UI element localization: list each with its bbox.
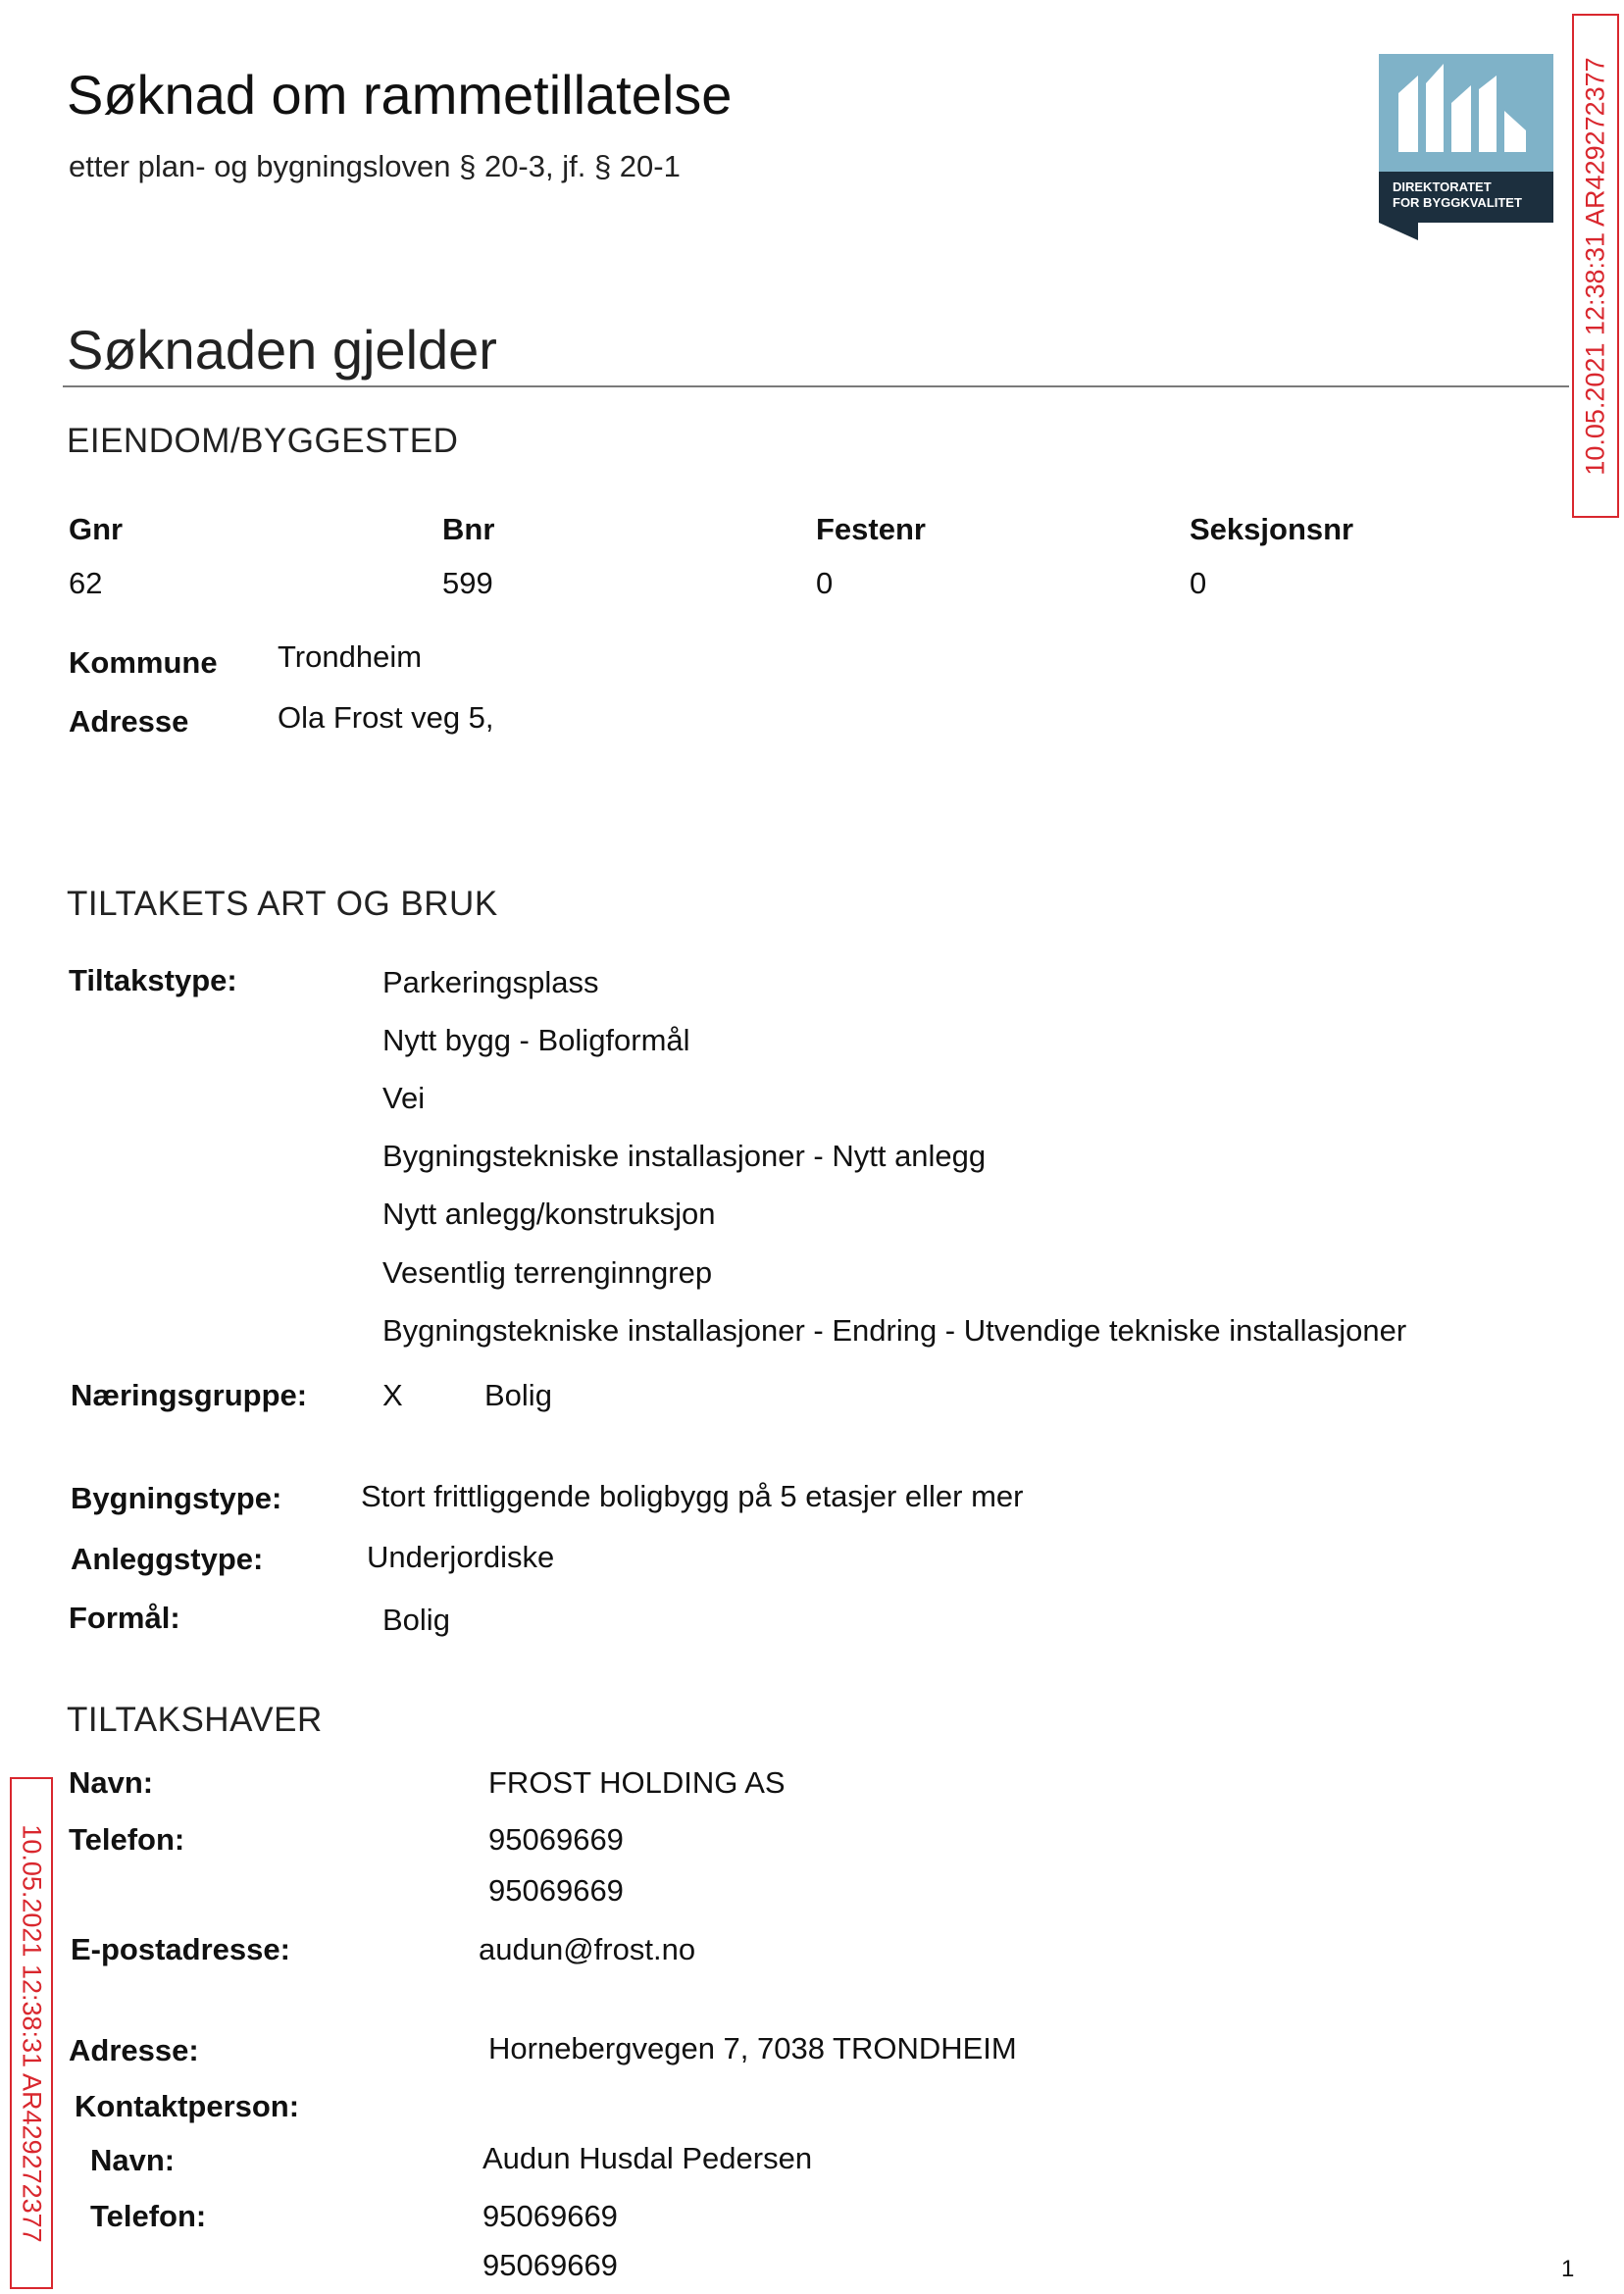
tiltakstype-item: Bygningstekniske installasjoner - Nytt anlegg <box>382 1139 987 1173</box>
tiltakshaver-epost-value: audun@frost.no <box>479 1932 696 1966</box>
dibk-logo <box>1379 54 1553 240</box>
received-stamp-left: 10.05.2021 12:38:31 AR429272377 <box>10 1777 53 2289</box>
section-title: Søknaden gjelder <box>67 319 497 381</box>
tiltakshaver-telefon-value: 95069669 <box>488 1822 624 1857</box>
gnr-label: Gnr <box>69 512 124 546</box>
anleggstype-value: Underjordiske <box>367 1540 555 1574</box>
seksjonsnr-label: Seksjonsnr <box>1190 512 1354 546</box>
tiltakstype-item: Nytt anlegg/konstruksjon <box>382 1197 716 1231</box>
kommune-value: Trondheim <box>278 639 423 674</box>
tiltakshaver-telefon-label: Telefon: <box>69 1822 185 1857</box>
adresse-label: Adresse <box>69 704 189 739</box>
naeringsgruppe-code: X <box>382 1378 403 1412</box>
formal-label: Formål: <box>69 1601 180 1635</box>
naeringsgruppe-value: Bolig <box>484 1378 552 1412</box>
tiltakshaver-heading: TILTAKSHAVER <box>67 1701 323 1739</box>
adresse-value: Ola Frost veg 5, <box>278 700 494 735</box>
bygningstype-value: Stort frittliggende boligbygg på 5 etasjer eller mer <box>361 1479 1024 1513</box>
tiltakstype-item: Parkeringsplass <box>382 965 599 999</box>
eiendom-heading: EIENDOM/BYGGESTED <box>67 422 459 460</box>
kontaktperson-telefon-label: Telefon: <box>90 2199 207 2233</box>
tiltakshaver-navn-value: FROST HOLDING AS <box>488 1765 786 1800</box>
tiltakshaver-adresse-value: Hornebergvegen 7, 7038 TRONDHEIM <box>488 2031 1017 2065</box>
tiltakstype-item: Bygningstekniske installasjoner - Endring - Utvendige tekniske installasjoner <box>382 1313 1407 1348</box>
received-stamp-right: 10.05.2021 12:38:31 AR429272377 <box>1572 14 1619 518</box>
document-title: Søknad om rammetillatelse <box>67 64 733 126</box>
page-number: 1 <box>1561 2256 1575 2282</box>
section-rule <box>63 385 1569 387</box>
tiltakstype-item: Vesentlig terrenginngrep <box>382 1255 713 1290</box>
kommune-label: Kommune <box>69 645 218 680</box>
tiltak-heading: TILTAKETS ART OG BRUK <box>67 885 498 923</box>
kontaktperson-telefon-value: 95069669 <box>482 2199 618 2233</box>
kontaktperson-label: Kontaktperson: <box>75 2089 300 2123</box>
bnr-label: Bnr <box>442 512 495 546</box>
seksjonsnr-value: 0 <box>1190 566 1207 600</box>
logo-line1: DIREKTORATET <box>1393 179 1492 194</box>
kontaktperson-telefon-value: 95069669 <box>482 2248 618 2282</box>
festenr-label: Festenr <box>816 512 926 546</box>
gnr-value: 62 <box>69 566 103 600</box>
kontaktperson-navn-label: Navn: <box>90 2143 176 2177</box>
anleggstype-label: Anleggstype: <box>71 1542 264 1576</box>
tiltakshaver-navn-label: Navn: <box>69 1765 154 1800</box>
document-subtitle: etter plan- og bygningsloven § 20-3, jf. § 20-1 <box>69 149 681 183</box>
festenr-value: 0 <box>816 566 834 600</box>
tiltakshaver-telefon-value: 95069669 <box>488 1873 624 1908</box>
tiltakstype-item: Vei <box>382 1081 426 1115</box>
formal-value: Bolig <box>382 1603 450 1637</box>
tiltakstype-label: Tiltakstype: <box>69 963 237 997</box>
bygningstype-label: Bygningstype: <box>71 1481 282 1515</box>
naeringsgruppe-label: Næringsgruppe: <box>71 1378 308 1412</box>
tiltakshaver-epost-label: E-postadresse: <box>71 1932 290 1966</box>
kontaktperson-navn-value: Audun Husdal Pedersen <box>482 2141 813 2175</box>
tiltakshaver-adresse-label: Adresse: <box>69 2033 199 2067</box>
tiltakstype-item: Nytt bygg - Boligformål <box>382 1023 690 1057</box>
bnr-value: 599 <box>442 566 493 600</box>
logo-line2: FOR BYGGKVALITET <box>1393 195 1522 210</box>
